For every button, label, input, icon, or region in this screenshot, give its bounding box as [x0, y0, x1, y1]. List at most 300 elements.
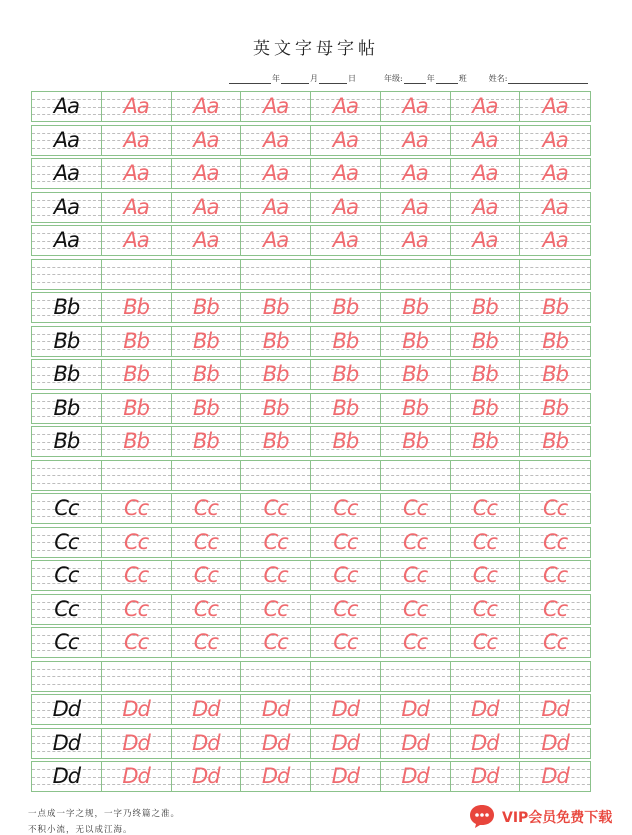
trace-cell[interactable]	[520, 561, 590, 590]
guide-line	[451, 468, 520, 469]
trace-letter: Aa	[263, 228, 289, 252]
trace-cell[interactable]	[172, 92, 242, 121]
trace-letter: Cc	[193, 563, 218, 587]
blank-cell[interactable]	[311, 461, 381, 490]
trace-letter: Dd	[401, 730, 429, 755]
year-blank[interactable]	[229, 73, 271, 84]
trace-letter: Aa	[123, 94, 149, 118]
blank-cell[interactable]	[451, 260, 521, 289]
trace-cell[interactable]	[381, 729, 451, 758]
guide-line	[172, 475, 241, 476]
trace-letter: Aa	[472, 94, 498, 118]
trace-cell[interactable]	[172, 394, 242, 423]
trace-cell[interactable]	[172, 427, 242, 456]
trace-letter: Aa	[123, 161, 149, 185]
trace-cell[interactable]	[102, 92, 172, 121]
trace-letter: Aa	[542, 194, 568, 219]
grade-blank[interactable]	[404, 73, 426, 84]
trace-cell[interactable]	[381, 595, 451, 624]
blank-cell[interactable]	[520, 260, 590, 289]
trace-cell[interactable]	[311, 327, 381, 356]
trace-cell[interactable]	[102, 762, 172, 791]
guide-line	[102, 468, 171, 469]
model-letter: Dd	[52, 730, 81, 755]
blank-cell[interactable]	[241, 260, 311, 289]
guide-line	[32, 468, 101, 469]
letter-practice-row	[31, 125, 591, 156]
trace-letter: Cc	[472, 563, 497, 587]
trace-letter: Aa	[332, 228, 358, 252]
model-cell[interactable]	[32, 427, 102, 456]
guide-line	[32, 475, 101, 476]
trace-cell[interactable]	[381, 695, 451, 724]
model-letter: Bb	[53, 429, 80, 453]
guide-line	[172, 676, 241, 677]
guide-line	[451, 267, 520, 268]
guide-line	[381, 483, 450, 484]
trace-letter: Bb	[123, 362, 149, 386]
trace-cell[interactable]	[451, 226, 521, 255]
model-letter: Cc	[54, 563, 79, 587]
trace-cell[interactable]	[381, 494, 451, 523]
trace-cell[interactable]	[172, 360, 242, 389]
letter-practice-row	[31, 527, 591, 558]
trace-cell[interactable]	[451, 528, 521, 557]
model-cell[interactable]	[32, 293, 102, 322]
trace-cell[interactable]	[172, 762, 242, 791]
blank-cell[interactable]	[381, 662, 451, 691]
guide-line	[32, 669, 101, 670]
trace-cell[interactable]	[520, 729, 590, 758]
trace-cell[interactable]	[381, 360, 451, 389]
blank-cell[interactable]	[32, 662, 102, 691]
trace-cell[interactable]	[311, 595, 381, 624]
trace-cell[interactable]	[311, 360, 381, 389]
trace-letter: Bb	[472, 429, 498, 453]
trace-cell[interactable]	[520, 193, 590, 222]
trace-cell[interactable]	[172, 293, 242, 322]
guide-line	[520, 267, 590, 268]
guide-line	[311, 669, 380, 670]
model-cell[interactable]	[32, 159, 102, 188]
trace-cell[interactable]	[241, 92, 311, 121]
trace-letter: Aa	[472, 161, 498, 185]
trace-cell[interactable]	[381, 159, 451, 188]
trace-letter: Dd	[541, 730, 569, 755]
model-cell[interactable]	[32, 126, 102, 155]
trace-cell[interactable]	[311, 528, 381, 557]
guide-line	[102, 483, 171, 484]
trace-letter: Aa	[402, 228, 428, 252]
trace-letter: Bb	[262, 295, 289, 319]
trace-letter: Bb	[193, 362, 219, 386]
model-cell[interactable]	[32, 226, 102, 255]
trace-cell[interactable]	[102, 494, 172, 523]
blank-cell[interactable]	[520, 461, 590, 490]
blank-cell[interactable]	[172, 461, 242, 490]
trace-cell[interactable]	[241, 561, 311, 590]
guide-line	[32, 684, 101, 685]
trace-cell[interactable]	[311, 628, 381, 657]
trace-cell[interactable]	[241, 226, 311, 255]
guide-line	[102, 282, 171, 283]
trace-cell[interactable]	[451, 695, 521, 724]
trace-cell[interactable]	[520, 427, 590, 456]
guide-line	[381, 676, 450, 677]
guide-line	[102, 267, 171, 268]
guide-line	[520, 468, 590, 469]
trace-cell[interactable]	[102, 293, 172, 322]
trace-cell[interactable]	[520, 159, 590, 188]
trace-cell[interactable]	[102, 561, 172, 590]
guide-line	[311, 267, 380, 268]
blank-cell[interactable]	[172, 260, 242, 289]
trace-letter: Dd	[331, 764, 360, 788]
trace-letter: Bb	[402, 295, 428, 319]
blank-cell[interactable]	[520, 662, 590, 691]
guide-line	[520, 669, 590, 670]
trace-cell[interactable]	[102, 394, 172, 423]
guide-line	[520, 274, 590, 275]
trace-cell[interactable]	[241, 762, 311, 791]
model-letter: Cc	[54, 496, 79, 520]
trace-letter: Cc	[543, 496, 568, 520]
trace-cell[interactable]	[241, 360, 311, 389]
trace-cell[interactable]	[520, 327, 590, 356]
trace-cell[interactable]	[451, 394, 521, 423]
trace-cell[interactable]	[311, 126, 381, 155]
trace-cell[interactable]	[172, 126, 242, 155]
model-cell[interactable]	[32, 729, 102, 758]
trace-cell[interactable]	[102, 126, 172, 155]
trace-letter: Cc	[543, 563, 568, 587]
name-blank[interactable]	[508, 73, 588, 84]
letter-practice-row	[31, 728, 591, 759]
trace-letter: Bb	[402, 395, 428, 420]
trace-cell[interactable]	[451, 293, 521, 322]
trace-cell[interactable]	[241, 528, 311, 557]
trace-cell[interactable]	[381, 628, 451, 657]
model-cell[interactable]	[32, 595, 102, 624]
trace-letter: Dd	[192, 697, 220, 721]
model-cell[interactable]	[32, 394, 102, 423]
trace-cell[interactable]	[241, 595, 311, 624]
letter-practice-row	[31, 426, 591, 457]
trace-cell[interactable]	[241, 494, 311, 523]
trace-cell[interactable]	[520, 762, 590, 791]
trace-letter: Aa	[123, 194, 149, 219]
trace-cell[interactable]	[241, 427, 311, 456]
trace-cell[interactable]	[311, 226, 381, 255]
trace-cell[interactable]	[102, 193, 172, 222]
trace-letter: Dd	[261, 697, 290, 721]
trace-cell[interactable]	[311, 561, 381, 590]
trace-cell[interactable]	[241, 628, 311, 657]
trace-cell[interactable]	[172, 193, 242, 222]
blank-cell[interactable]	[451, 461, 521, 490]
trace-cell[interactable]	[241, 126, 311, 155]
letter-practice-row	[31, 560, 591, 591]
trace-cell[interactable]	[451, 762, 521, 791]
trace-cell[interactable]	[311, 762, 381, 791]
trace-letter: Bb	[472, 295, 498, 319]
trace-cell[interactable]	[102, 628, 172, 657]
guide-line	[241, 676, 310, 677]
guide-line	[172, 684, 241, 685]
trace-letter: Aa	[193, 127, 219, 152]
guide-line	[311, 468, 380, 469]
trace-cell[interactable]	[311, 293, 381, 322]
trace-cell[interactable]	[311, 729, 381, 758]
footer-quote-2: 不积小流，无以成江海。	[28, 825, 133, 835]
blank-cell[interactable]	[241, 662, 311, 691]
trace-cell[interactable]	[172, 528, 242, 557]
model-cell[interactable]	[32, 695, 102, 724]
trace-cell[interactable]	[520, 528, 590, 557]
trace-letter: Dd	[122, 764, 150, 788]
trace-cell[interactable]	[241, 729, 311, 758]
trace-letter: Dd	[122, 730, 150, 755]
model-cell[interactable]	[32, 327, 102, 356]
vip-download-text: VIP会员免费下载	[502, 810, 613, 826]
trace-cell[interactable]	[311, 92, 381, 121]
trace-cell[interactable]	[311, 494, 381, 523]
trace-cell[interactable]	[381, 92, 451, 121]
trace-letter: Cc	[543, 630, 568, 654]
trace-letter: Bb	[332, 295, 359, 319]
trace-cell[interactable]	[102, 528, 172, 557]
trace-cell[interactable]	[451, 360, 521, 389]
model-cell[interactable]	[32, 360, 102, 389]
class-blank[interactable]	[436, 73, 458, 84]
model-letter: Aa	[53, 194, 79, 219]
guide-line	[451, 676, 520, 677]
blank-cell[interactable]	[241, 461, 311, 490]
trace-cell[interactable]	[451, 729, 521, 758]
guide-line	[451, 282, 520, 283]
trace-cell[interactable]	[172, 159, 242, 188]
trace-cell[interactable]	[451, 595, 521, 624]
guide-line	[451, 669, 520, 670]
trace-cell[interactable]	[241, 327, 311, 356]
trace-cell[interactable]	[381, 226, 451, 255]
trace-letter: Aa	[472, 194, 498, 219]
trace-cell[interactable]	[241, 394, 311, 423]
letter-practice-row	[31, 493, 591, 524]
model-cell[interactable]	[32, 494, 102, 523]
trace-letter: Bb	[332, 328, 359, 353]
trace-cell[interactable]	[311, 193, 381, 222]
trace-letter: Bb	[193, 395, 219, 420]
trace-cell[interactable]	[381, 762, 451, 791]
guide-line	[381, 267, 450, 268]
trace-cell[interactable]	[451, 628, 521, 657]
blank-cell[interactable]	[451, 662, 521, 691]
letter-practice-row	[31, 761, 591, 792]
trace-cell[interactable]	[520, 494, 590, 523]
trace-cell[interactable]	[102, 695, 172, 724]
year-label: 年	[272, 74, 280, 83]
trace-cell[interactable]	[172, 628, 242, 657]
trace-letter: Cc	[193, 630, 218, 654]
blank-cell[interactable]	[102, 461, 172, 490]
trace-cell[interactable]	[102, 360, 172, 389]
trace-cell[interactable]	[102, 226, 172, 255]
trace-cell[interactable]	[102, 159, 172, 188]
guide-line	[381, 475, 450, 476]
trace-letter: Aa	[402, 161, 428, 185]
trace-cell[interactable]	[241, 159, 311, 188]
trace-letter: Dd	[401, 697, 429, 721]
trace-cell[interactable]	[451, 327, 521, 356]
trace-cell[interactable]	[451, 494, 521, 523]
trace-cell[interactable]	[520, 226, 590, 255]
trace-cell[interactable]	[381, 394, 451, 423]
trace-letter: Dd	[331, 730, 360, 755]
blank-cell[interactable]	[32, 260, 102, 289]
trace-cell[interactable]	[520, 595, 590, 624]
letter-practice-row	[31, 326, 591, 357]
trace-cell[interactable]	[381, 427, 451, 456]
model-letter: Cc	[54, 596, 79, 621]
trace-cell[interactable]	[172, 327, 242, 356]
model-letter: Bb	[53, 362, 80, 386]
trace-cell[interactable]	[172, 595, 242, 624]
model-letter: Aa	[53, 127, 79, 152]
trace-cell[interactable]	[311, 427, 381, 456]
trace-letter: Bb	[402, 362, 428, 386]
trace-cell[interactable]	[520, 92, 590, 121]
footer-quote-1: 一点成一字之规，一字乃终篇之准。	[28, 809, 181, 819]
blank-cell[interactable]	[32, 461, 102, 490]
day-label: 日	[348, 74, 356, 83]
trace-letter: Aa	[193, 94, 219, 118]
month-blank[interactable]	[281, 73, 309, 84]
letter-practice-row	[31, 694, 591, 725]
trace-cell[interactable]	[102, 327, 172, 356]
model-cell[interactable]	[32, 762, 102, 791]
model-letter: Bb	[53, 395, 80, 420]
guide-line	[381, 274, 450, 275]
trace-cell[interactable]	[311, 695, 381, 724]
trace-letter: Bb	[472, 328, 498, 353]
trace-cell[interactable]	[520, 394, 590, 423]
trace-cell[interactable]	[172, 226, 242, 255]
grade-year-label: 年	[426, 74, 435, 83]
guide-line	[241, 475, 310, 476]
trace-cell[interactable]	[451, 561, 521, 590]
blank-cell[interactable]	[381, 461, 451, 490]
trace-cell[interactable]	[102, 729, 172, 758]
trace-cell[interactable]	[381, 293, 451, 322]
trace-letter: Cc	[124, 596, 149, 621]
guide-line	[172, 282, 241, 283]
vip-download-badge[interactable]	[462, 800, 630, 832]
model-cell[interactable]	[32, 628, 102, 657]
trace-cell[interactable]	[381, 193, 451, 222]
trace-letter: Aa	[332, 161, 358, 185]
model-cell[interactable]	[32, 561, 102, 590]
guide-line	[520, 684, 590, 685]
trace-cell[interactable]	[381, 327, 451, 356]
model-letter: Bb	[53, 328, 80, 353]
trace-cell[interactable]	[520, 628, 590, 657]
trace-letter: Bb	[262, 429, 289, 453]
trace-cell[interactable]	[451, 126, 521, 155]
trace-letter: Cc	[403, 630, 428, 654]
trace-cell[interactable]	[311, 394, 381, 423]
trace-cell[interactable]	[381, 561, 451, 590]
letter-practice-row	[31, 158, 591, 189]
trace-cell[interactable]	[520, 126, 590, 155]
trace-letter: Dd	[192, 730, 220, 755]
trace-letter: Cc	[263, 496, 288, 520]
guide-line	[102, 274, 171, 275]
guide-line	[520, 483, 590, 484]
trace-cell[interactable]	[172, 695, 242, 724]
trace-letter: Aa	[402, 94, 428, 118]
trace-cell[interactable]	[451, 427, 521, 456]
trace-cell[interactable]	[520, 293, 590, 322]
trace-letter: Bb	[472, 395, 498, 420]
trace-cell[interactable]	[520, 360, 590, 389]
trace-cell[interactable]	[451, 92, 521, 121]
trace-cell[interactable]	[172, 494, 242, 523]
model-cell[interactable]	[32, 193, 102, 222]
day-blank[interactable]	[319, 73, 347, 84]
name-label: 姓名:	[488, 74, 508, 83]
model-letter: Dd	[52, 764, 81, 788]
month-label: 月	[310, 74, 318, 83]
trace-cell[interactable]	[241, 695, 311, 724]
blank-cell[interactable]	[102, 662, 172, 691]
trace-cell[interactable]	[311, 159, 381, 188]
trace-letter: Bb	[262, 395, 289, 420]
trace-cell[interactable]	[102, 595, 172, 624]
blank-cell[interactable]	[311, 260, 381, 289]
trace-letter: Cc	[333, 496, 358, 520]
trace-cell[interactable]	[172, 729, 242, 758]
trace-cell[interactable]	[241, 293, 311, 322]
letter-practice-row	[31, 225, 591, 256]
guide-line	[381, 669, 450, 670]
blank-cell[interactable]	[102, 260, 172, 289]
letter-practice-row	[31, 393, 591, 424]
trace-letter: Aa	[193, 228, 219, 252]
trace-letter: Cc	[333, 596, 358, 621]
trace-cell[interactable]	[451, 159, 521, 188]
model-cell[interactable]	[32, 92, 102, 121]
trace-cell[interactable]	[381, 126, 451, 155]
guide-line	[520, 282, 590, 283]
student-info-line	[228, 73, 589, 87]
trace-letter: Bb	[262, 362, 289, 386]
grade-label: 年级:	[384, 74, 403, 83]
blank-cell[interactable]	[172, 662, 242, 691]
trace-cell[interactable]	[102, 427, 172, 456]
trace-cell[interactable]	[451, 193, 521, 222]
blank-cell[interactable]	[381, 260, 451, 289]
model-cell[interactable]	[32, 528, 102, 557]
trace-cell[interactable]	[381, 528, 451, 557]
trace-cell[interactable]	[172, 561, 242, 590]
trace-cell[interactable]	[241, 193, 311, 222]
blank-cell[interactable]	[311, 662, 381, 691]
trace-letter: Bb	[332, 429, 359, 453]
guide-line	[241, 468, 310, 469]
trace-cell[interactable]	[520, 695, 590, 724]
trace-letter: Dd	[471, 697, 499, 721]
